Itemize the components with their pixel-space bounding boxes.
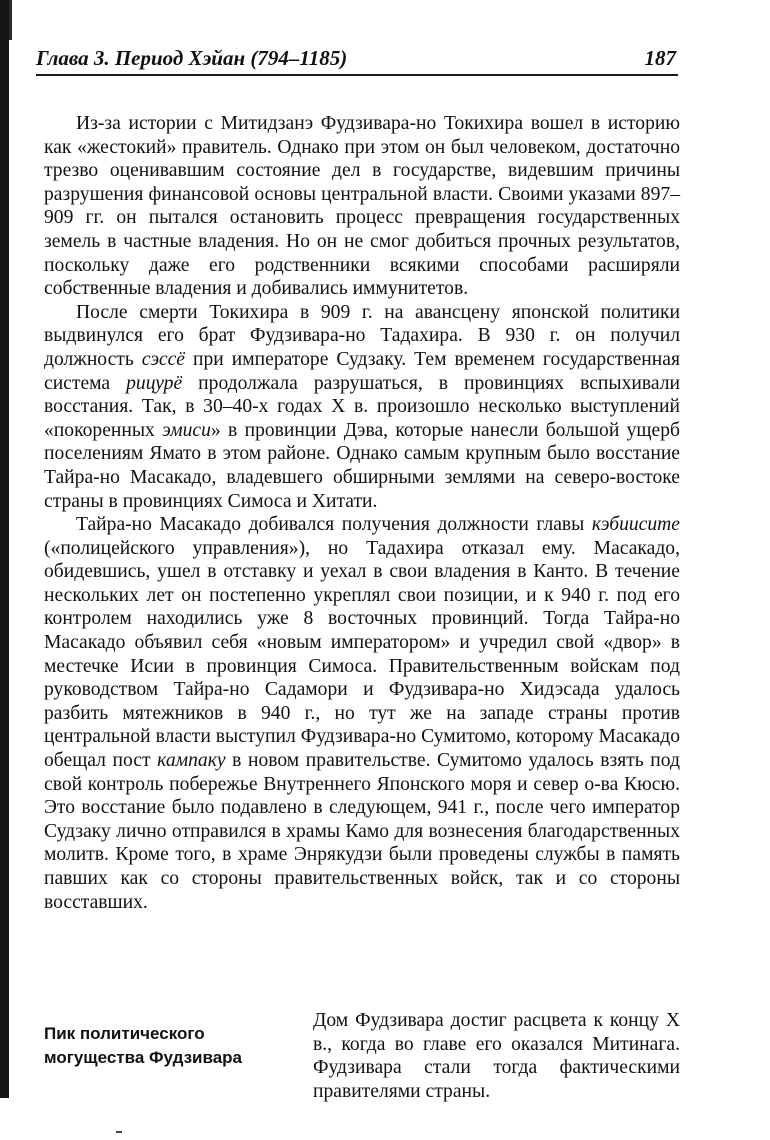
italic-term: эмиси	[162, 419, 211, 441]
paragraph	[44, 301, 680, 513]
page-number: 187	[644, 46, 676, 70]
italic-term: кампаку	[157, 750, 226, 772]
text-run: » в провинции Дэва, которые нанесли большой ущерб поселениям Ямато в этом районе. Однако самым крупным было восстание Тайра-но Масакадо, владевшего обширными землями на северо-востоке страны в провинциях Симоса и Хитати.	[44, 419, 680, 512]
italic-term: рицурё	[126, 372, 183, 394]
margin-heading-line: могущества Фудзивара	[44, 1048, 242, 1067]
text-run: в новом правительстве. Сумитомо удалось взять под свой контроль побережье Внутреннего Японского моря и север о-ва Кюсю. Это восстание было подавлено в следующем, 941 г., после чего император Судзаку лично отправился в храмы Камо для вознесения благодарственных молитв. Кроме того, в храме Энрякудзи были проведены службы в память павших как со стороны правительственных войск, так и со стороны восставших.	[44, 750, 680, 913]
italic-term: сэссё	[141, 348, 185, 370]
margin-heading-line: Пик политического	[44, 1024, 205, 1043]
page-edge-shadow	[0, 0, 9, 1098]
italic-term: кэбиисите	[591, 514, 680, 536]
scan-mark	[116, 1131, 122, 1133]
paragraph	[44, 513, 680, 914]
paragraph	[44, 112, 680, 301]
text-run: («полицейского управления»), но Тадахира отказал ему. Масакадо, обидевшись, ушел в отставку и уехал в свои владения в Канто. В течение нескольких лет он постепенно укреплял свои позиции, и к 940 г. под его контролем находились уже 8 восточных провинций. Тогда Тайра-но Масакадо объявил себя «новым императором» и учредил свой «двор» в местечке Исии в провинция Симоса. Правительственным войскам под руководством Тайра-но Садамори и Фудзивара-но Хидэсада удалось разбить мятежников в 940 г., но тут же на западе страны против центральной власти выступил Фудзивара-но Сумитомо, которому Масакадо обещал пост	[44, 537, 680, 772]
text-run: После смерти Токихира в 909 г. на авансцену японской политики выдвинулся его брат Фудзивара-но Тадахира. В 930 г. он получил должность	[44, 301, 680, 370]
text-run: продолжала разрушаться, в провинциях вспыхивали восстания. Так, в 30–40-х годах X в. произошло несколько выступлений «покоренных	[44, 372, 681, 441]
text-run: при императоре Судзаку. Тем временем государственная система	[44, 348, 680, 394]
text-run: Тайра-но Масакадо добивался получения должности главы	[76, 514, 592, 536]
main-text	[44, 112, 680, 914]
page-header	[36, 44, 678, 76]
text-run: Из-за истории с Митидзанэ Фудзивара-но Токихира вошел в историю как «жестокий» правитель. Однако при этом он был человеком, достаточно трезво оценивавшим состояние дел в государстве, видевшим причины разрушения финансовой основы центральной власти. Своими указами 897–909 гг. он пытался остановить процесс превращения государственных земель в частные владения. Но он не смог добиться прочных результатов, поскольку даже его родственники всякими способами расширяли собственные владения и добивались иммунитетов.	[44, 113, 680, 300]
margin-heading	[44, 1022, 294, 1070]
running-head: Глава 3. Период Хэйан (794–1185)	[36, 46, 348, 70]
page-edge-shadow-nub	[9, 0, 12, 40]
section-paragraph: Дом Фудзивара достиг расцвета к концу X в., когда во главе его оказался Митинага. Фудзивара стали тогда фактическими правителями страны.	[313, 1010, 680, 1102]
